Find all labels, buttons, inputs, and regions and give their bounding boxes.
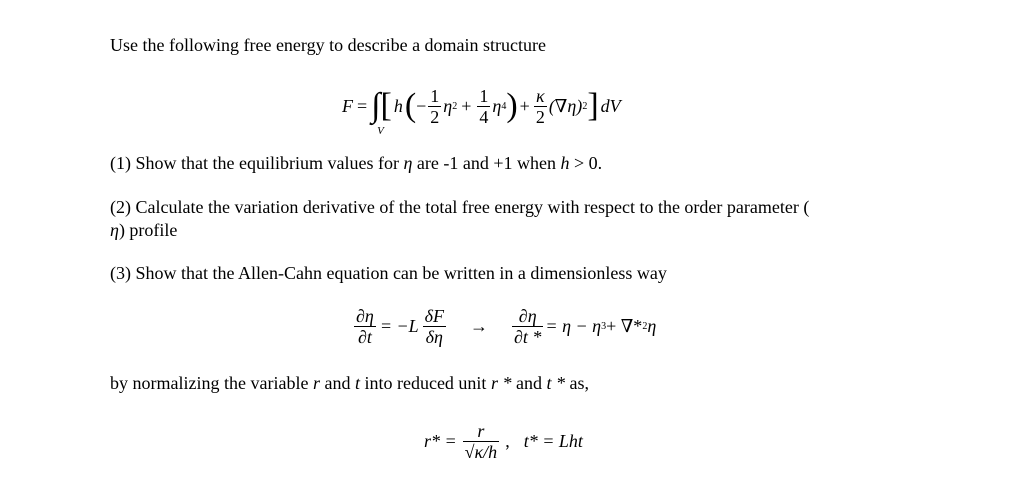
norm-text5: as, (564, 373, 589, 393)
minus-sign: − (416, 95, 427, 116)
q2-eta: η (110, 220, 119, 240)
norm-text2: and (319, 373, 355, 393)
eta-end: η (647, 315, 657, 336)
sqrt-denominator: √κ/h (464, 441, 498, 462)
question-1 (110, 152, 602, 175)
eta-symbol-2: η (492, 95, 502, 116)
norm-r: r (312, 373, 320, 393)
left-paren: ( (404, 87, 417, 124)
q2-line2: ) profile (118, 220, 178, 240)
q1-eta: η (403, 153, 413, 173)
fraction-dF-deta (423, 306, 446, 347)
reduced-units-equation (424, 412, 583, 470)
norm-t: t (354, 373, 360, 393)
question-3: (3) Show that the Allen-Cahn equation can be written in a dimensionless way (110, 263, 667, 283)
plus-sign-2: + (519, 95, 530, 116)
right-paren: ) (506, 87, 518, 124)
kappa-denominator: 2 (535, 106, 545, 127)
integral-subscript: V (377, 125, 384, 137)
q1-text-after: are -1 and +1 when (412, 153, 561, 173)
equals-sign: = (357, 95, 368, 116)
intro-text: Use the following free energy to describe a domain structure (110, 35, 547, 55)
dF-numerator: δF (424, 305, 445, 326)
rhs-expression: = η − η (545, 315, 602, 336)
h-symbol: h (393, 95, 403, 116)
F-symbol: F (342, 95, 353, 116)
fraction-kappa-half (534, 86, 547, 127)
comma: , (505, 430, 510, 451)
fraction-quarter (477, 86, 490, 127)
fraction-deta-dt (354, 306, 376, 347)
dtstar-denominator: ∂t * (514, 326, 542, 347)
norm-text1: by normalizing the variable (110, 373, 313, 393)
norm-text4: and (511, 373, 547, 393)
tstar-equation: t* = Lht (523, 430, 583, 451)
power-2b: 2 (582, 100, 588, 112)
norm-rstar: r * (490, 373, 512, 393)
r-numerator: r (463, 421, 500, 442)
normalize-text (110, 372, 589, 395)
eta-symbol: η (443, 95, 453, 116)
allen-cahn-equation (352, 298, 656, 354)
quarter-denominator: 4 (479, 106, 489, 127)
q1-condition: > 0. (569, 153, 603, 173)
question-2 (110, 196, 809, 242)
power-2: 2 (452, 100, 458, 112)
deta-denominator: δη (425, 326, 443, 347)
laplacian-term: + ∇* (606, 315, 643, 336)
power-2c: 2 (642, 320, 648, 332)
plus-sign: + (461, 95, 472, 116)
deta-numerator-2: ∂η (512, 306, 543, 327)
rstar-equals: r* = (424, 430, 457, 451)
power-4: 4 (501, 100, 507, 112)
gradient-term: (∇η) (548, 95, 583, 116)
q2-line1: (2) Calculate the variation derivative of the total free energy with respect to the order parameter ( (110, 197, 810, 217)
power-3: 3 (601, 320, 607, 332)
arrow: → (470, 315, 489, 336)
half-numerator: 1 (430, 85, 440, 106)
fraction-deta-dtstar (512, 306, 543, 347)
left-bracket: [ (380, 87, 392, 124)
dV-symbol: dV (600, 95, 621, 116)
free-energy-equation (342, 76, 621, 136)
q1-h: h (560, 153, 570, 173)
half-denominator: 2 (430, 106, 440, 127)
fraction-r-sqrt (463, 421, 500, 462)
dt-denominator: ∂t (357, 326, 372, 347)
kappa-numerator: κ (534, 86, 547, 107)
integral (371, 87, 384, 137)
equals-minus-L: = −L (379, 315, 419, 336)
norm-tstar: t * (546, 373, 565, 393)
q1-text-before: (1) Show that the equilibrium values for (110, 153, 404, 173)
integral-sign: ∫ (371, 87, 381, 124)
deta-numerator: ∂η (356, 305, 374, 326)
norm-text3: into reduced unit (359, 373, 491, 393)
quarter-numerator: 1 (479, 85, 489, 106)
fraction-half (428, 86, 441, 127)
right-bracket: ] (587, 87, 599, 124)
